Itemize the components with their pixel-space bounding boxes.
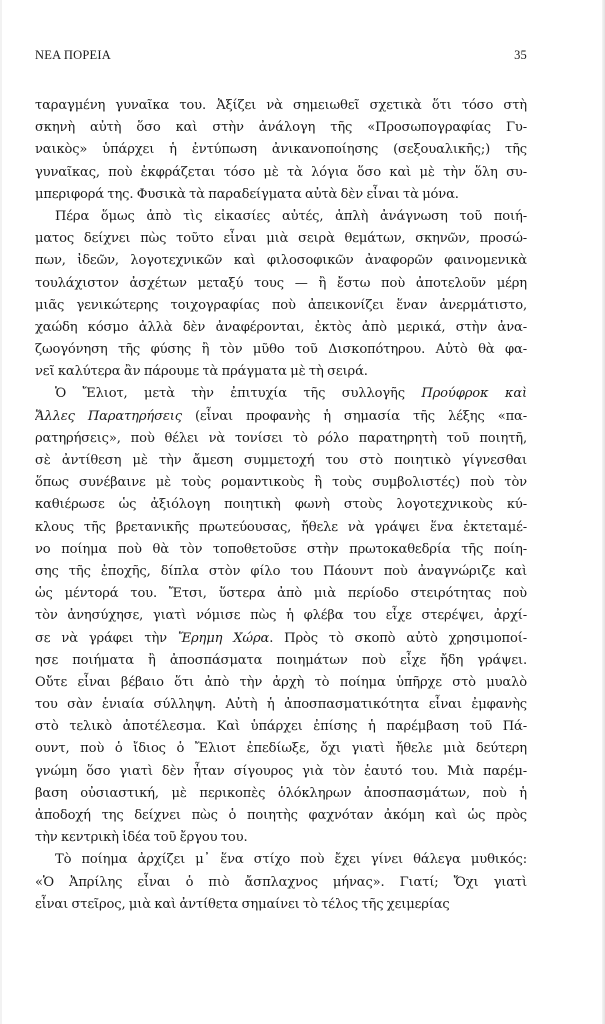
text-line <box>35 162 527 184</box>
text-line <box>35 672 527 694</box>
text-line <box>35 805 527 827</box>
text-run: νο ποίημα ποὺ θὰ τὸν τοποθετοῦσε στὴν πρωτοκαθεδρία τῆς ποίη- <box>35 541 527 557</box>
text-run: . Πρὸς τὸ σκοπὸ αὐτὸ χρησιμοποί- <box>269 630 527 646</box>
text-line <box>35 383 527 405</box>
text-line <box>35 339 527 361</box>
text-line <box>35 273 527 295</box>
text-line <box>35 295 527 317</box>
text-run: γυναῖκας, ποὺ ἐκφράζεται τόσο μὲ τὰ λόγια ὅσο καὶ μὲ τὴν ὅλη συ- <box>35 164 527 180</box>
text-run: ὅπως συνέβαινε μὲ τοὺς ρομαντικοὺς ἢ τοὺς συμβολιστές) ποὺ τὸν <box>35 475 527 491</box>
text-run: ναικὸς» ὑπάρχει ἡ ἐντύπωση ἀνικανοποίησης (σεξουαλικῆς;) τῆς <box>35 142 527 158</box>
text-line <box>35 517 527 539</box>
text-line <box>35 628 527 650</box>
text-run: κλους τῆς βρετανικῆς πρωτεύουσας, ἤθελε νὰ γράψει ἕνα ἐκτεταμέ- <box>35 519 527 535</box>
text-run: νεῖ καλύτερα ἂν πάρουμε τὰ πράγματα μὲ τὴ σειρά. <box>35 364 368 380</box>
text-run: Πέρα ὅμως ἀπὸ τὶς εἰκασίες αὐτές, ἁπλὴ ἀνάγνωση τοῦ ποιή- <box>55 208 527 224</box>
text-run: ζωογόνηση τῆς φύσης ἢ τὸν μῦθο τοῦ Δισκοπότηρου. Αὐτὸ θὰ φα- <box>35 342 527 358</box>
text-run: ρατηρήσεις», ποὺ θέλει νὰ τονίσει τὸ ρόλο παρατηρητὴ τοῦ ποιητῆ, <box>35 430 527 446</box>
text-line <box>35 95 527 117</box>
page-number: 35 <box>514 48 527 62</box>
text-line <box>35 738 527 760</box>
text-line <box>35 694 527 716</box>
italic-title: Ἄλλες Παρατηρήσεις <box>35 408 182 424</box>
text-run: Τὸ ποίημα ἀρχίζει μ᾽ ἕνα στίχο ποὺ ἔχει γίνει θάλεγα μυθικός: <box>55 852 527 868</box>
text-line <box>35 583 527 605</box>
text-line <box>35 450 527 472</box>
text-run: καθιέρωσε ὡς ἀξιόλογη ποιητικὴ φωνὴ στοὺς λογοτεχνικοὺς κύ- <box>35 497 527 513</box>
text-line <box>35 184 527 206</box>
text-run: στὸ τελικὸ ἀποτέλεσμα. Καὶ ὑπάρχει ἐπίσης ἡ παρέμβαση τοῦ Πά- <box>35 719 527 735</box>
text-run: ματος δείχνει πὼς τοῦτο εἶναι μιὰ σειρὰ θεμάτων, σκηνῶν, προσώ- <box>35 231 527 247</box>
paragraph <box>35 206 527 384</box>
text-run: ὡς μέντορά του. Ἔτσι, ὕστερα ἀπὸ μιὰ περίοδο στειρότητας ποὺ <box>35 586 527 602</box>
text-run: χαώδη κόσμο ἀλλὰ δὲν ἀναφέρονται, ἐκτὸς ἀπὸ μερικά, στὴν ἀνα- <box>35 319 527 335</box>
text-line <box>35 250 527 272</box>
text-line <box>35 428 527 450</box>
text-run: ησε ποιήματα ἢ ἀποσπάσματα ποιημάτων ποὺ εἶχε ἤδη γράψει. <box>35 652 527 668</box>
text-run: τουλάχιστον ἀσχέτων μεταξύ τους — ἢ ἔστω ποὺ ἀποτελοῦν μέρη <box>35 275 527 291</box>
text-line <box>35 494 527 516</box>
italic-title: Ἔρημη Χώρα <box>177 630 270 646</box>
text-run: σὲ ἀντίθεση μὲ τὴν ἄμεση συμμετοχή του στὸ ποιητικὸ γίγνεσθαι <box>35 453 527 468</box>
text-run: «Ὁ Ἀπρίλης εἶναι ὁ πιὸ ἄσπλαχνος μήνας». Γιατί; Ὄχι γιατὶ <box>35 874 527 890</box>
paragraph <box>35 383 527 849</box>
text-line <box>35 472 527 494</box>
text-line <box>35 561 527 583</box>
text-run: σκηνὴ αὐτὴ ὅσο καὶ στὴν ἀνάλογη τῆς «Προσωπογραφίας Γυ- <box>35 120 527 136</box>
text-line <box>35 783 527 805</box>
text-line <box>35 539 527 561</box>
text-run: εἶναι στεῖρος, μιὰ καὶ ἀντίθετα σημαίνει τὸ τέλος τῆς χειμερίας <box>35 896 450 912</box>
body-text <box>35 95 527 916</box>
paragraph <box>35 849 527 916</box>
text-run: μπεριφορά της. Φυσικὰ τὰ παραδείγματα αὐτὰ δὲν εἶναι τὰ μόνα. <box>35 186 459 202</box>
running-head <box>35 48 527 64</box>
text-line <box>35 406 527 428</box>
text-run: ταραγμένη γυναῖκα του. Ἀξίζει νὰ σημειωθεῖ σχετικὰ ὅτι τόσο στὴ <box>35 98 527 113</box>
text-line <box>35 206 527 228</box>
text-run: πων, ἰδεῶν, λογοτεχνικῶν καὶ φιλοσοφικῶν ἀναφορῶν φαινομενικὰ <box>35 253 527 269</box>
text-line <box>35 872 527 894</box>
text-run: Οὔτε εἶναι βέβαιο ὅτι ἀπὸ τὴν ἀρχὴ τὸ ποίημα ὑπῆρχε στὸ μυαλὸ <box>35 674 527 690</box>
text-run: μιᾶς γενικώτερης τοιχογραφίας ποὺ ἀπεικονίζει ἕναν ἀνερμάτιστο, <box>35 297 527 313</box>
paragraph <box>35 95 527 206</box>
italic-title: Προύφροκ καὶ <box>421 386 527 402</box>
text-line <box>35 605 527 627</box>
text-line <box>35 827 527 849</box>
text-run: του σὰν ἑνιαία σύλληψη. Αὐτὴ ἡ ἀποσπασματικότητα εἶναι ἐμφανὴς <box>35 697 527 713</box>
text-run: ἀποδοχή της δείχνει πὼς ὁ ποιητὴς φαχνόταν ἀκόμη καὶ ὡς πρὸς <box>35 808 527 823</box>
text-run: σε νὰ γράφει τὴν <box>35 630 178 646</box>
text-line <box>35 139 527 161</box>
text-line <box>35 317 527 339</box>
text-line <box>35 361 527 383</box>
running-head-title: ΝΕΑ ΠΟΡΕΙΑ <box>35 48 111 62</box>
text-run: τὴν κεντρικὴ ἰδέα τοῦ ἔργου του. <box>35 830 248 846</box>
text-run: (εἶναι προφανὴς ἡ σημασία τῆς λέξης «πα- <box>181 408 527 424</box>
text-run: ουντ, ποὺ ὁ ἴδιος ὁ Ἔλιοτ ἐπεδίωξε, ὄχι γιατὶ ἤθελε μιὰ δεύτερη <box>35 741 527 757</box>
text-line <box>35 716 527 738</box>
text-line <box>35 650 527 672</box>
text-run: γνώμη ὅσο γιατὶ δὲν ἦταν σίγουρος γιὰ τὸν ἑαυτό του. Μιὰ παρέμ- <box>35 763 527 779</box>
text-line <box>35 228 527 250</box>
text-run: σης τῆς ἐποχῆς, δίπλα στὸν φίλο του Πάουντ ποὺ ἀναγνώριζε καὶ <box>35 563 527 579</box>
text-line <box>35 117 527 139</box>
text-run: τὸν ἀνησύχησε, γιατὶ νόμισε πὼς ἡ φλέβα του εἶχε στερέψει, ἀρχί- <box>35 608 527 624</box>
text-run: Ὁ Ἔλιοτ, μετὰ τὴν ἐπιτυχία τῆς συλλογῆς <box>55 386 422 402</box>
text-line <box>35 894 527 916</box>
scan-edge-left <box>0 0 2 1024</box>
text-line <box>35 849 527 871</box>
text-run: βαση οὐσιαστική, μὲ περικοπὲς ὁλόκληρων ἀποσπασμάτων, ποὺ ἡ <box>35 785 527 801</box>
text-line <box>35 761 527 783</box>
